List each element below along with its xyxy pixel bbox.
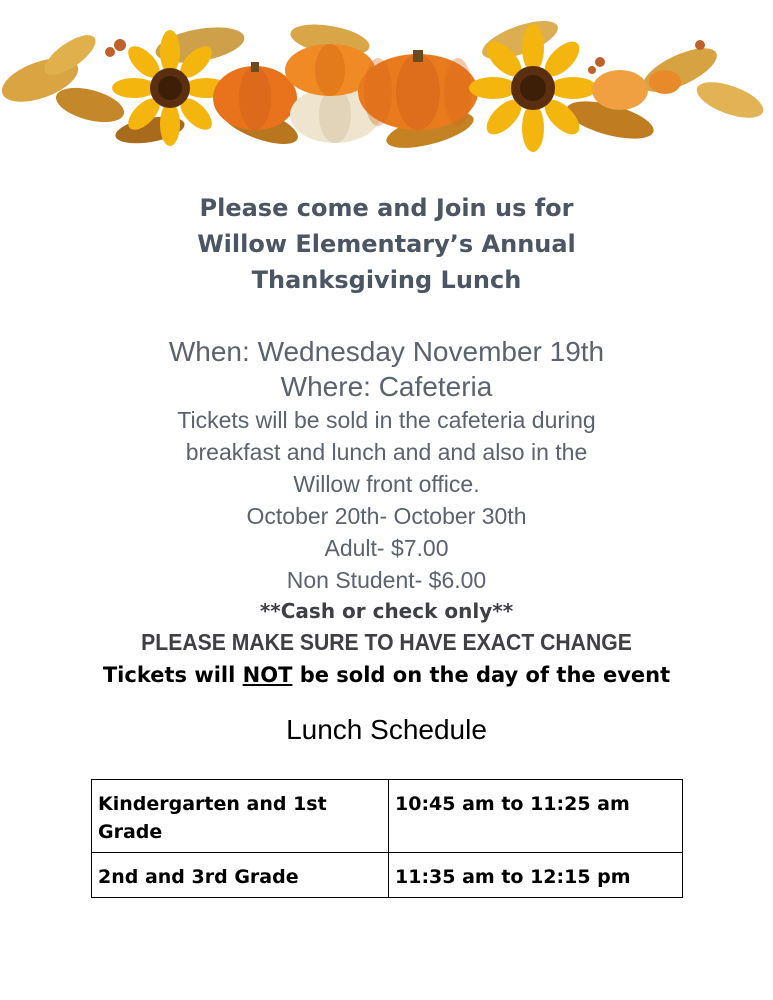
tickets-info-line-3: Willow front office. — [293, 471, 480, 497]
tickets-info-line-2: breakfast and lunch and and also in the — [185, 439, 588, 465]
headline-line-1: Please come and Join us for — [199, 194, 574, 222]
schedule-title: Lunch Schedule — [286, 714, 487, 745]
adult-price: Adult- $7.00 — [324, 535, 449, 561]
pumpkin-large — [358, 50, 478, 130]
not-sold-before: Tickets will — [102, 663, 243, 687]
cash-note: **Cash or check only** — [259, 599, 514, 623]
lunch-schedule-table — [91, 779, 683, 898]
grade-cell: 2nd and 3rd Grade — [92, 853, 389, 898]
headline-line-3: Thanksgiving Lunch — [251, 266, 522, 294]
pumpkins-sunflowers-illustration — [0, 0, 773, 160]
autumn-banner — [0, 0, 773, 160]
pumpkin-small-left — [213, 62, 297, 130]
sale-dates: October 20th- October 30th — [246, 503, 527, 529]
not-sold-notice — [0, 658, 773, 692]
non-student-price: Non Student- $6.00 — [286, 567, 487, 593]
not-sold-emphasis: NOT — [242, 663, 293, 687]
event-location: Where: Cafeteria — [280, 371, 493, 402]
exact-change-notice: PLEASE MAKE SURE TO HAVE EXACT CHANGE — [141, 629, 632, 655]
grade-cell: Kindergarten and 1st Grade — [92, 780, 389, 853]
headline-line-2: Willow Elementary’s Annual — [197, 230, 576, 258]
time-cell: 10:45 am to 11:25 am — [389, 780, 683, 853]
time-cell: 11:35 am to 12:15 pm — [389, 853, 683, 898]
pumpkin-small-right — [592, 70, 681, 110]
flyer-content — [0, 190, 773, 748]
table-row — [92, 780, 683, 853]
event-headline — [0, 190, 773, 298]
event-date: When: Wednesday November 19th — [168, 336, 605, 367]
table-row — [92, 853, 683, 898]
tickets-info-line-1: Tickets will be sold in the cafeteria during — [177, 407, 596, 433]
not-sold-after: be sold on the day of the event — [292, 663, 671, 687]
tickets-info — [0, 404, 773, 596]
